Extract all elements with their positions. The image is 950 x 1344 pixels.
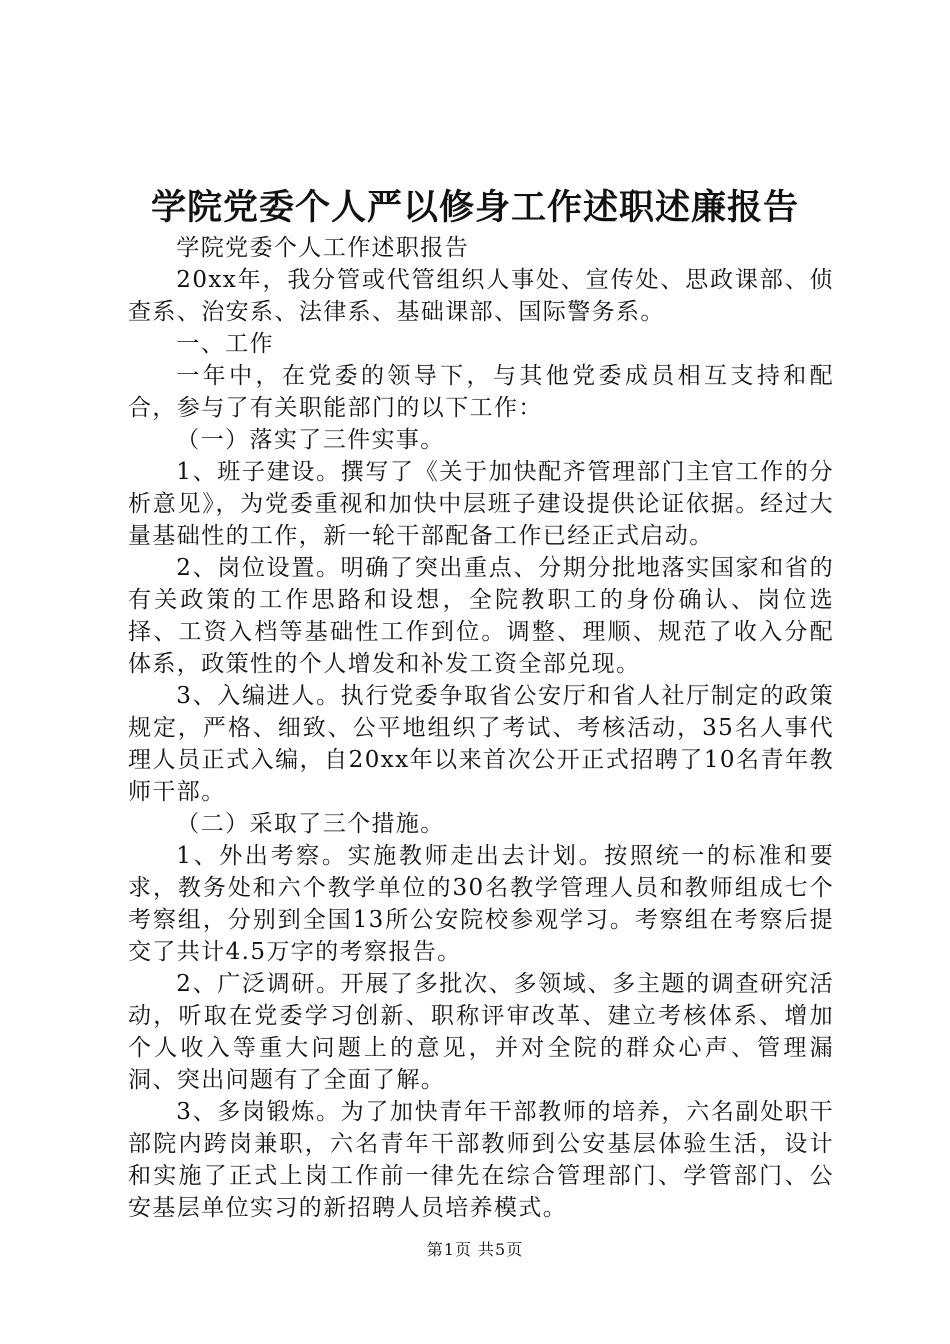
paragraph: 3、入编进人。执行党委争取省公安厅和省人社厅制定的政策规定，严格、细致、公平地组织了考试、考核活动，35名人事代理人员正式入编，自20xx年以来首次公开正式招聘了10名青年教师干部。 <box>128 683 834 805</box>
document-title: 学院党委个人严以修身工作述职述廉报告 <box>150 187 799 228</box>
subsection-heading: （二）采取了三个措施。 <box>176 811 445 837</box>
section-heading: 一、工作 <box>176 331 274 357</box>
paragraph: 1、班子建设。撰写了《关于加快配齐管理部门主官工作的分析意见》，为党委重视和加快中层班子建设提供论证依据。经过大量基础性的工作，新一轮干部配备工作已经正式启动。 <box>128 459 834 549</box>
paragraph-subtitle: 学院党委个人工作述职报告 <box>176 235 470 261</box>
paragraph: 20xx年，我分管或代管组织人事处、宣传处、思政课部、侦查系、治安系、法律系、基础课部、国际警务系。 <box>128 267 834 325</box>
subsection-heading: （一）落实了三件实事。 <box>176 427 445 453</box>
paragraph: 3、多岗锻炼。为了加快青年干部教师的培养，六名副处职干部院内跨岗兼职，六名青年干部教师到公安基层体验生活，设计和实施了正式上岗工作前一律先在综合管理部门、学管部门、公安基层单位实习的新招聘人员培养模式。 <box>128 1099 834 1221</box>
paragraph: 1、外出考察。实施教师走出去计划。按照统一的标准和要求，教务处和六个教学单位的30名教学管理人员和教师组成七个考察组，分别到全国13所公安院校参观学习。考察组在考察后提交了共计4.5万字的考察报告。 <box>128 843 834 965</box>
paragraph: 2、岗位设置。明确了突出重点、分期分批地落实国家和省的有关政策的工作思路和设想，全院教职工的身份确认、岗位选择、工资入档等基础性工作到位。调整、理顺、规范了收入分配体系，政策性的个人增发和补发工资全部兑现。 <box>128 555 834 677</box>
page-number-footer: 第1页 共5页 <box>426 1240 524 1259</box>
paragraph: 一年中，在党委的领导下，与其他党委成员相互支持和配合，参与了有关职能部门的以下工作： <box>128 363 834 421</box>
document-body <box>128 232 834 1224</box>
paragraph: 2、广泛调研。开展了多批次、多领域、多主题的调查研究活动，听取在党委学习创新、职称评审改革、建立考核体系、增加个人收入等重大问题上的意见，并对全院的群众心声、管理漏洞、突出问题有了全面了解。 <box>128 971 834 1093</box>
